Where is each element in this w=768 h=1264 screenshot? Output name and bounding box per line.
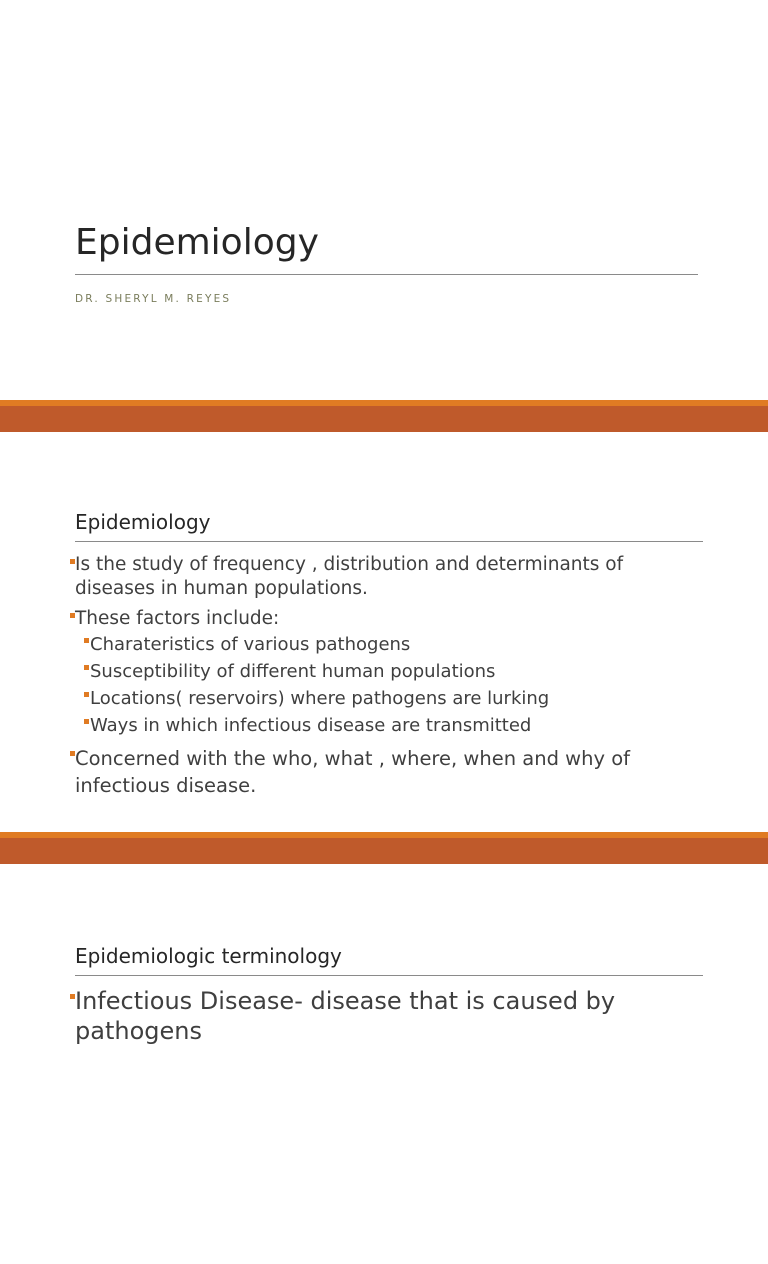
bullet-item	[68, 607, 708, 631]
heading-divider	[75, 541, 703, 542]
sub-bullet-item	[68, 685, 708, 712]
bullet-marker-icon	[84, 692, 89, 697]
slide-epidemiology	[0, 432, 768, 832]
bullet-marker-icon	[70, 751, 75, 756]
bullet-text: Is the study of frequency , distribution and determinants of diseases in human populations.	[75, 554, 624, 599]
bullet-text: These factors include:	[75, 608, 280, 629]
bullet-item	[68, 745, 708, 799]
bullet-text: Locations( reservoirs) where pathogens are lurking	[90, 688, 550, 709]
slide-heading: Epidemiology	[75, 510, 211, 534]
bullet-text: Ways in which infectious disease are transmitted	[90, 715, 532, 736]
slide-separator-band	[0, 400, 768, 432]
sub-bullet-item	[68, 631, 708, 658]
heading-divider	[75, 975, 703, 976]
bullet-text: Concerned with the who, what , where, when and why of infectious disease.	[75, 747, 631, 797]
sub-bullet-item	[68, 658, 708, 685]
bullet-text: Infectious Disease- disease that is caused by pathogens	[75, 987, 616, 1045]
slide-terminology	[0, 864, 768, 1264]
bullet-list	[68, 553, 708, 799]
bullet-list	[68, 986, 668, 1046]
bullet-item	[68, 553, 708, 601]
bullet-item	[68, 986, 668, 1046]
bullet-text: Charateristics of various pathogens	[90, 634, 411, 655]
bullet-marker-icon	[84, 638, 89, 643]
bullet-marker-icon	[70, 994, 75, 999]
slide-separator-band	[0, 832, 768, 864]
slide-title	[0, 0, 768, 400]
bullet-text: Susceptibility of different human populations	[90, 661, 496, 682]
bullet-marker-icon	[70, 559, 75, 564]
slide-subtitle: DR. SHERYL M. REYES	[75, 293, 232, 305]
band-main-stripe	[0, 406, 768, 432]
bullet-marker-icon	[84, 719, 89, 724]
slide-heading: Epidemiologic terminology	[75, 944, 342, 968]
bullet-marker-icon	[70, 613, 75, 618]
title-divider	[75, 274, 698, 275]
sub-bullet-item	[68, 712, 708, 739]
band-main-stripe	[0, 838, 768, 864]
bullet-marker-icon	[84, 665, 89, 670]
slide-title-text: Epidemiology	[75, 222, 319, 263]
